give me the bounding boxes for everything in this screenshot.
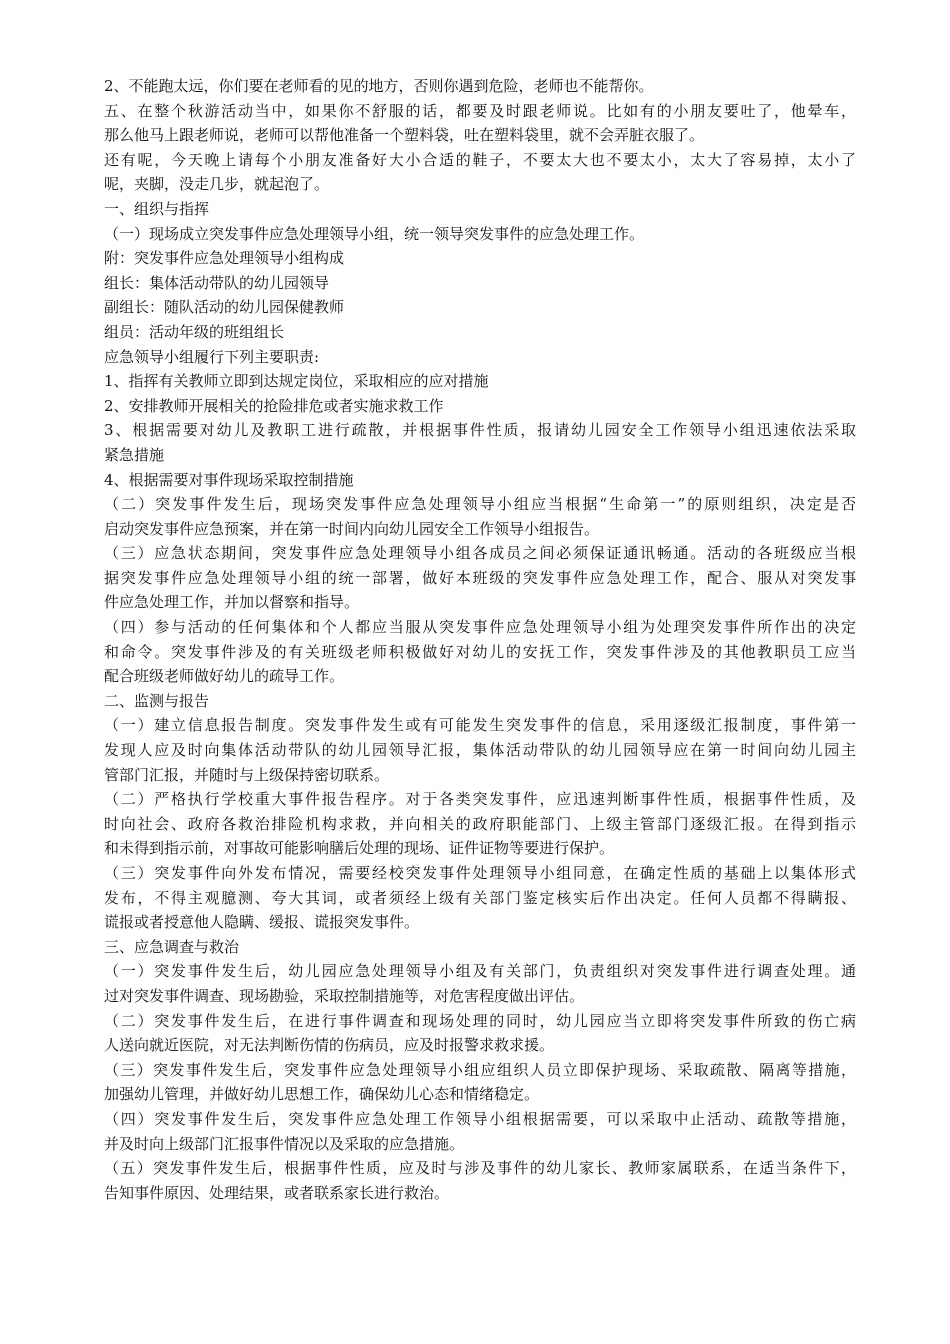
text-line: 4、根据需要对事件现场采取控制措施	[104, 470, 354, 489]
text-line: 人送向就近医院，对无法判断伤情的伤病员，应及时报警求救求援。	[104, 1036, 555, 1055]
text-line: 还有呢，今天晚上请每个小朋友准备好大小合适的鞋子，不要太大也不要太小，太大了容易掉，太小了	[104, 150, 856, 169]
text-line: （三）突发事件向外发布情况，需要经校突发事件处理领导小组同意，在确定性质的基础上以集体形式	[104, 864, 856, 882]
text-line: （二）严格执行学校重大事件报告程序。对于各类突发事件，应迅速判断事件性质，根据事件性质，及	[104, 790, 856, 809]
text-line: 配合班级老师做好幼儿的疏导工作。	[104, 667, 345, 686]
text-line: 呢，夹脚，没走几步，就起泡了。	[104, 175, 330, 194]
text-line: 件应急处理工作，并加以督察和指导。	[104, 593, 360, 612]
text-line: 三、应急调查与救治	[104, 937, 240, 956]
text-line: （五）突发事件发生后，根据事件性质，应及时与涉及事件的幼儿家长、教师家属联系，在适当条件下，	[104, 1159, 856, 1178]
text-line: 2、安排教师开展相关的抢险排危或者实施求救工作	[104, 396, 444, 415]
text-line: 组员：活动年级的班组组长	[104, 322, 285, 341]
text-line: 五、在整个秋游活动当中，如果你不舒服的话，都要及时跟老师说。比如有的小朋友要吐了，他晕车，	[104, 101, 856, 120]
text-line: 时向社会、政府各救治排险机构求救，并向相关的政府职能部门、上级主管部门逐级汇报。在得到指示	[104, 814, 856, 833]
text-line: 管部门汇报，并随时与上级保持密切联系。	[104, 765, 390, 784]
text-line: 附：突发事件应急处理领导小组构成	[104, 249, 345, 268]
text-line: 组长：集体活动带队的幼儿园领导	[104, 273, 330, 292]
text-line: 启动突发事件应急预案，并在第一时间内向幼儿园安全工作领导小组报告。	[104, 519, 600, 538]
text-line: （二）突发事件发生后，在进行事件调查和现场处理的同时，幼儿园应当立即将突发事件所致的伤亡病	[104, 1011, 856, 1030]
document-body	[104, 74, 856, 1205]
text-line: 和未得到指示前，对事故可能影响膳后处理的现场、证件证物等要进行保护。	[104, 839, 615, 858]
text-line: 一、组织与指挥	[104, 199, 210, 218]
text-line: 并及时向上级部门汇报事件情况以及采取的应急措施。	[104, 1134, 465, 1153]
text-line: 发布，不得主观臆测、夸大其词，或者须经上级有关部门鉴定核实后作出决定。任何人员都不得瞒报、	[104, 888, 856, 907]
text-line: （一）现场成立突发事件应急处理领导小组，统一领导突发事件的应急处理工作。	[104, 224, 645, 243]
text-line: 二、监测与报告	[104, 691, 210, 710]
text-line: 据突发事件应急处理领导小组的统一部署，做好本班级的突发事件应急处理工作，配合、服从对突发事	[104, 568, 856, 587]
text-line: （三）应急状态期间，突发事件应急处理领导小组各成员之间必须保证通讯畅通。活动的各班级应当根	[104, 544, 856, 563]
text-line: 2、不能跑太远，你们要在老师看的见的地方，否则你遇到危险，老师也不能帮你。	[104, 77, 654, 95]
text-line: （一）突发事件发生后，幼儿园应急处理领导小组及有关部门，负责组织对突发事件进行调查处理。通	[104, 962, 856, 981]
text-line: 和命令。突发事件涉及的有关班级老师积极做好对幼儿的安抚工作，突发事件涉及的其他教职员工应当	[104, 642, 856, 661]
text-line: （一）建立信息报告制度。突发事件发生或有可能发生突发事件的信息，采用逐级汇报制度，事件第一	[104, 716, 856, 735]
text-line: 发现人应及时向集体活动带队的幼儿园领导汇报，集体活动带队的幼儿园领导应在第一时间向幼儿园主	[104, 741, 856, 760]
text-line: 3、根据需要对幼儿及教职工进行疏散，并根据事件性质，报请幼儿园安全工作领导小组迅速依法采取	[104, 421, 856, 440]
text-line: 过对突发事件调查、现场勘验，采取控制措施等，对危害程度做出评估。	[104, 986, 585, 1005]
text-line: （四）突发事件发生后，突发事件应急处理工作领导小组根据需要，可以采取中止活动、疏散等措施，	[104, 1109, 856, 1128]
text-line: 应急领导小组履行下列主要职责:	[104, 347, 320, 366]
text-line: 那么他马上跟老师说，老师可以帮他准备一个塑料袋，吐在塑料袋里，就不会弄脏衣服了。	[104, 126, 705, 145]
text-line: （二）突发事件发生后，现场突发事件应急处理领导小组应当根据“生命第一”的原则组织，决定是否	[104, 495, 856, 514]
text-line: 1、指挥有关教师立即到达规定岗位，采取相应的应对措施	[104, 372, 489, 391]
text-line: （三）突发事件发生后，突发事件应急处理领导小组应组织人员立即保护现场、采取疏散、隔离等措施，	[104, 1060, 856, 1079]
text-line: 副组长：随队活动的幼儿园保健教师	[104, 298, 345, 317]
text-line: （四）参与活动的任何集体和个人都应当服从突发事件应急处理领导小组为处理突发事件所作出的决定	[104, 618, 856, 637]
text-line: 告知事件原因、处理结果，或者联系家长进行救治。	[104, 1183, 450, 1202]
text-line: 加强幼儿管理，并做好幼儿思想工作，确保幼儿心态和情绪稳定。	[104, 1085, 540, 1104]
text-line: 紧急措施	[104, 445, 165, 464]
text-line: 谎报或者授意他人隐瞒、缓报、谎报突发事件。	[104, 913, 420, 932]
